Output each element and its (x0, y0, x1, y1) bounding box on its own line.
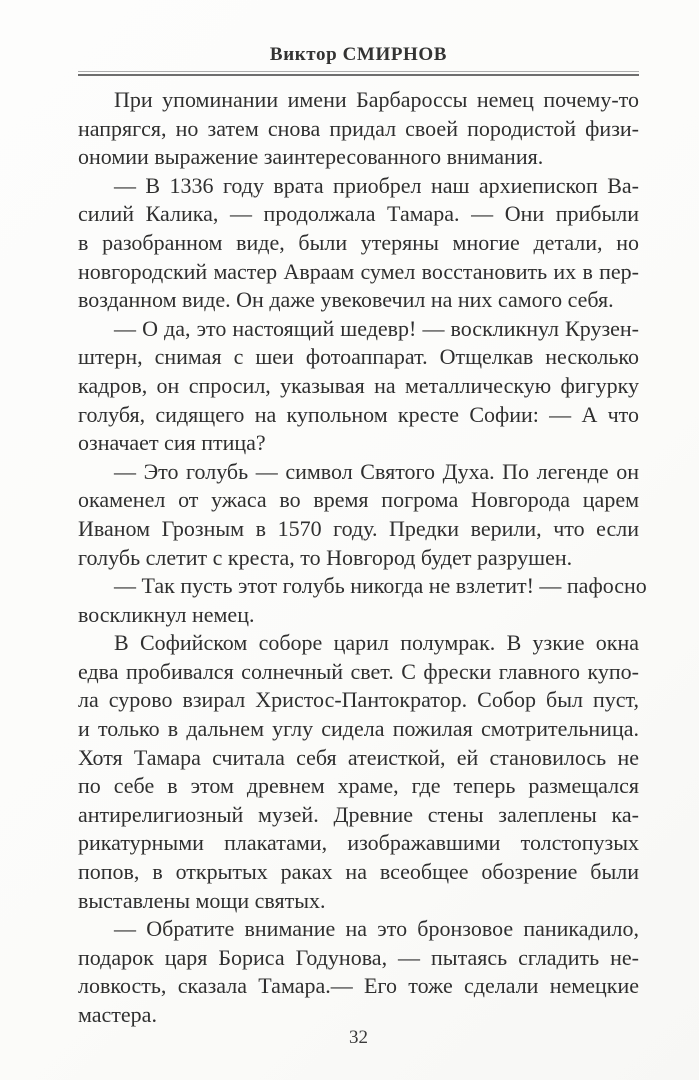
text-line: ловкость, сказала Тамара.— Его тоже сделали немецкие (78, 973, 639, 999)
text-line: подарок царя Бориса Годунова, — пытаясь сгладить не- (78, 944, 639, 970)
paragraph (78, 458, 639, 572)
paragraph (78, 86, 639, 172)
page-body (78, 86, 647, 1030)
text-line: — Так пусть этот голубь никогда не взлетит! — пафосно (114, 573, 647, 599)
text-line: Хотя Тамара считала себя атеисткой, ей становилось не (78, 744, 639, 770)
text-line: голубь слетит с креста, то Новгород будет разрушен. (78, 544, 573, 570)
text-line: новгородский мастер Авраам сумел восстановить их в пер- (78, 258, 639, 284)
page-number: 32 (349, 1027, 368, 1048)
text-line: — В 1336 году врата приобрел наш архиепископ Ва- (114, 172, 639, 198)
text-line: выставлены мощи святых. (78, 887, 326, 913)
header-rule (78, 71, 639, 76)
text-line: означает сия птица? (78, 430, 266, 456)
text-line: При упоминании имени Барбароссы немец почему-то (114, 87, 639, 112)
text-line: в разобранном виде, были утеряны многие детали, но (78, 229, 639, 255)
text-line: воскликнул немец. (78, 601, 255, 627)
text-line: — Обратите внимание на это бронзовое паникадило, (114, 916, 639, 942)
text-line: Иваном Грозным в 1570 году. Предки верили, что если (78, 515, 639, 541)
text-line: ономии выражение заинтересованного внимания. (78, 144, 544, 170)
text-line: В Софийском соборе царил полумрак. В узкие окна (114, 630, 639, 656)
paragraph (78, 172, 639, 315)
text-line: ла сурово взирал Христос-Пантократор. Собор был пуст, (78, 687, 639, 713)
text-line: — Это голубь — символ Святого Духа. По легенде он (114, 458, 639, 484)
text-line: — О да, это настоящий шедевр! — воскликнул Крузен- (114, 315, 639, 341)
text-line: кадров, он спросил, указывая на металлическую фигурку (78, 372, 639, 398)
text-line: штерн, снимая с шеи фотоаппарат. Отщелкав несколько (78, 344, 639, 370)
paragraph (78, 315, 639, 458)
text-line: голубя, сидящего на купольном кресте Софии: — А что (78, 401, 639, 427)
page-header (78, 44, 639, 76)
paragraph (78, 629, 639, 915)
text-line: попов, в открытых раках на всеобщее обозрение были (78, 859, 639, 885)
text-line: возданном виде. Он даже увековечил на них самого себя. (78, 287, 614, 313)
paragraph (78, 572, 647, 629)
text-line: мастера. (78, 1002, 157, 1027)
running-title: Виктор СМИРНОВ (269, 44, 448, 65)
text-line: и только в дальнем углу сидела пожилая смотрительница. (78, 716, 639, 742)
page-footer (78, 1027, 639, 1049)
text-line: антирелигиозный музей. Древние стены залеплены ка- (78, 801, 639, 827)
text-line: окаменел от ужаса во время погрома Новгорода царем (78, 487, 639, 513)
text-line: едва пробивался солнечный свет. С фрески главного купо- (78, 658, 639, 684)
text-line: по себе в этом древнем храме, где теперь размещался (78, 773, 639, 799)
text-line: силий Калика, — продолжала Тамара. — Они прибыли (78, 201, 639, 227)
text-line: рикатурными плакатами, изображавшими толстопузых (78, 830, 639, 856)
paragraph (78, 915, 639, 1029)
text-line: напрягся, но затем снова придал своей породистой физи- (78, 115, 639, 141)
